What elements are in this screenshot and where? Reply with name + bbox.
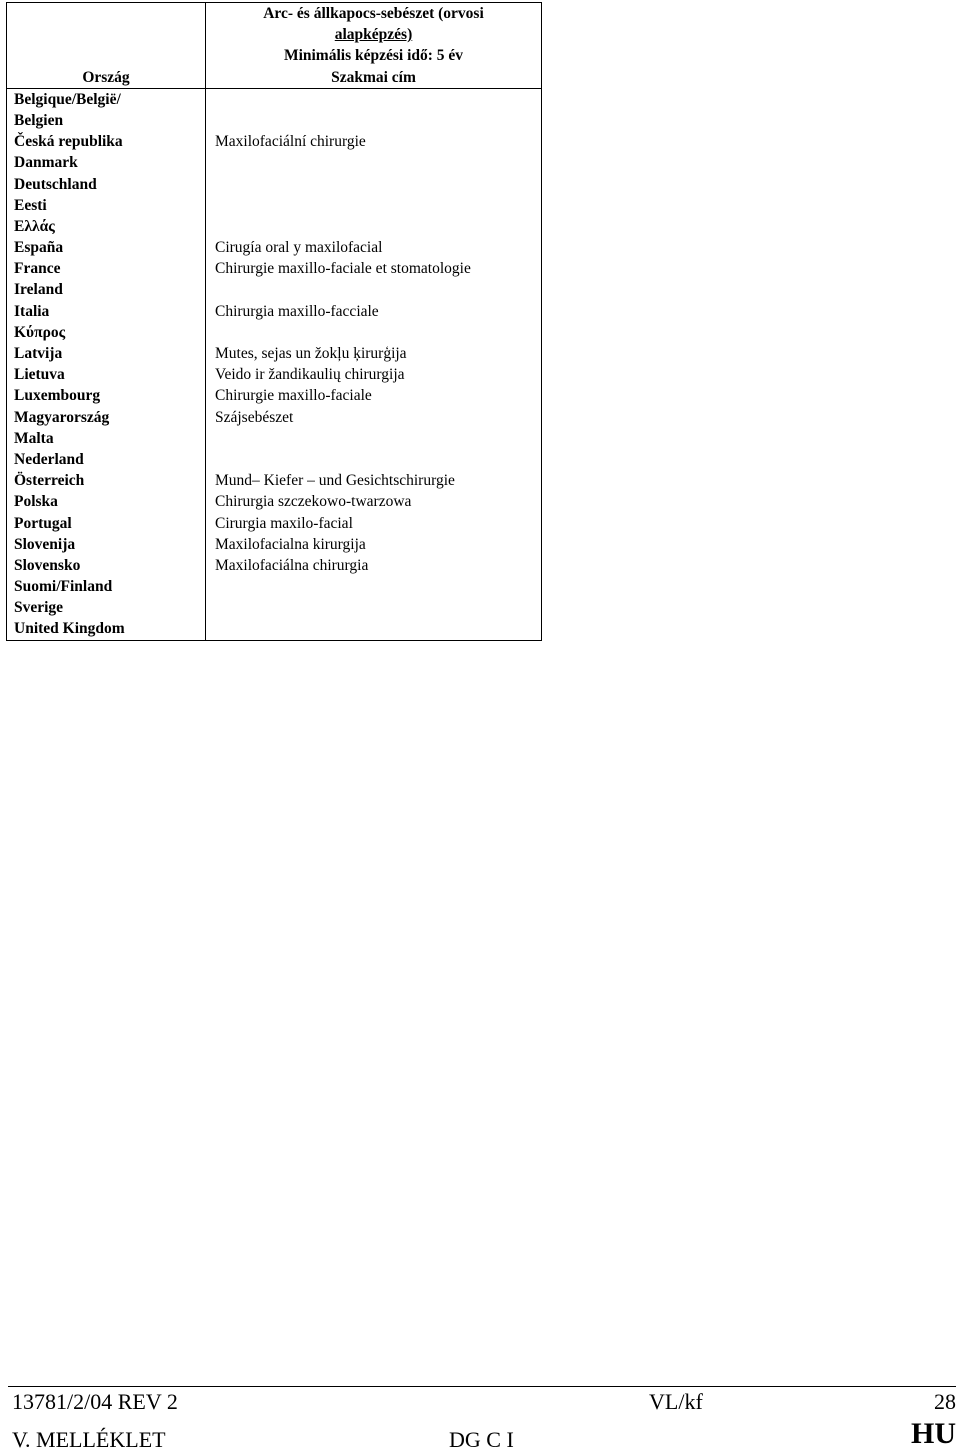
professional-title: Mutes, sejas un žokļu ķirurģija xyxy=(215,345,407,363)
country-name: España xyxy=(14,239,64,257)
professional-title: Cirugía oral y maxilofacial xyxy=(215,239,383,257)
recognition-table-container xyxy=(6,2,541,641)
country-name: Ireland xyxy=(14,281,63,299)
professional-title xyxy=(206,618,541,639)
country-name: Latvija xyxy=(14,345,63,363)
professional-title: Chirurgia szczekowo-twarzowa xyxy=(215,493,412,511)
professional-title: Veido ir žandikaulių chirurgija xyxy=(215,366,405,384)
country-name: Danmark xyxy=(14,154,78,172)
country-name: Nederland xyxy=(14,450,84,468)
country-name: Eesti xyxy=(14,196,47,214)
professional-title xyxy=(206,110,541,131)
professional-title: Maxilofaciálna chirurgia xyxy=(215,556,369,574)
country-list xyxy=(7,88,206,640)
table-header-row xyxy=(7,3,542,89)
footer-divider xyxy=(8,1386,956,1387)
professional-title xyxy=(206,322,541,343)
country-name: Malta xyxy=(14,429,54,447)
professional-title xyxy=(206,449,541,470)
country-name: Polska xyxy=(14,493,58,511)
professional-title: Szájsebészet xyxy=(215,408,294,426)
recognition-table xyxy=(6,2,542,641)
title-column-header xyxy=(206,3,542,89)
professional-title: Chirurgie maxillo-faciale et stomatologie xyxy=(215,260,471,278)
document-reference: 13781/2/04 REV 2 xyxy=(12,1389,178,1414)
professional-title: Maxilofacialna kirurgija xyxy=(215,535,366,553)
country-name: Österreich xyxy=(14,472,85,490)
directorate-general: DG C I xyxy=(449,1427,514,1452)
minimum-training-period: Minimális képzési idő: 5 év xyxy=(283,47,464,65)
page-number: 28 xyxy=(934,1389,956,1414)
country-name: United Kingdom xyxy=(14,620,125,638)
table-body-row xyxy=(7,88,542,640)
country-name: Deutschland xyxy=(14,175,97,193)
professional-title xyxy=(206,195,541,216)
country-name: Suomi/Finland xyxy=(14,578,113,596)
country-name: Česká republika xyxy=(14,133,123,151)
country-name: Sverige xyxy=(14,599,64,617)
professional-title xyxy=(206,576,541,597)
professional-title xyxy=(206,152,541,173)
country-name: Belgique/België/ xyxy=(14,90,121,108)
country-name: France xyxy=(14,260,61,278)
country-name: Belgien xyxy=(14,111,64,129)
professional-title xyxy=(206,216,541,237)
country-column-header xyxy=(7,3,206,89)
professional-title: Chirurgie maxillo-faciale xyxy=(215,387,372,405)
author-initials: VL/kf xyxy=(649,1389,703,1414)
professional-title xyxy=(206,279,541,300)
professional-title: Chirurgia maxillo-facciale xyxy=(215,302,379,320)
country-name: Slovenija xyxy=(14,535,76,553)
professional-title xyxy=(206,89,541,110)
country-name: Slovensko xyxy=(14,556,81,574)
country-name: Luxembourg xyxy=(14,387,101,405)
country-name: Κύπρος xyxy=(14,323,66,341)
professional-title: Cirurgia maxilo-facial xyxy=(215,514,353,532)
country-name: Italia xyxy=(14,302,50,320)
professional-title xyxy=(206,428,541,449)
country-label: Ország xyxy=(82,68,130,86)
country-name: Lietuva xyxy=(14,366,65,384)
professional-title-label: Szakmai cím xyxy=(331,68,416,86)
annex-label: V. MELLÉKLET xyxy=(12,1427,166,1452)
specialty-title-line-1: Arc- és állkapocs-sebészet (orvosi xyxy=(263,5,484,22)
specialty-title-line-2: alapképzés) xyxy=(334,26,413,44)
professional-title xyxy=(206,174,541,195)
country-name: Magyarország xyxy=(14,408,110,426)
professional-title: Maxilofaciální chirurgie xyxy=(215,133,366,151)
professional-title: Mund– Kiefer – und Gesichtschirurgie xyxy=(215,472,455,490)
professional-title xyxy=(206,597,541,618)
country-name: Ελλάς xyxy=(14,217,55,235)
country-name: Portugal xyxy=(14,514,72,532)
language-code: HU xyxy=(911,1417,956,1450)
professional-title-list xyxy=(206,88,542,640)
